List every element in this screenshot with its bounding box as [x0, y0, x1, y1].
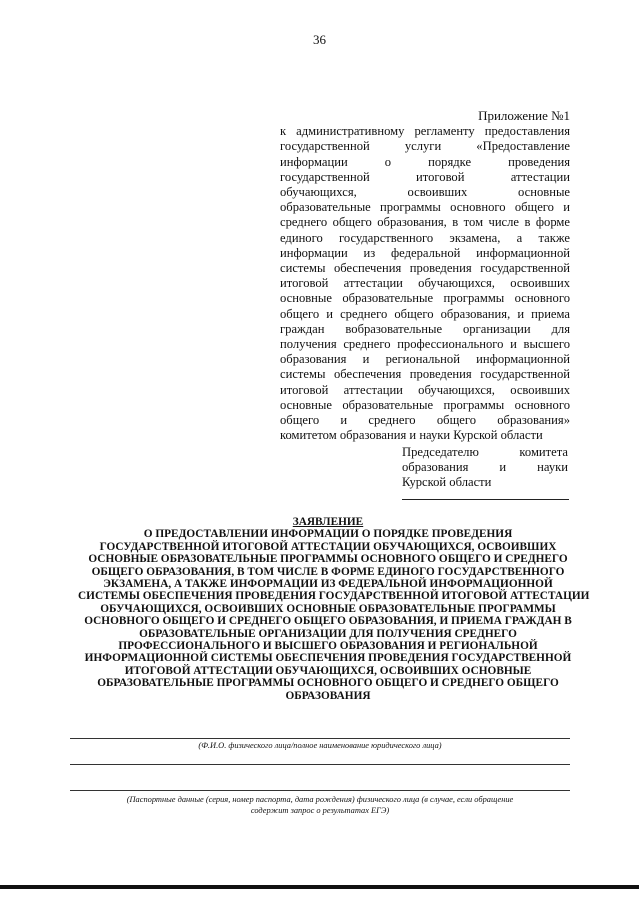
statement-line: ОБУЧАЮЩИХСЯ, ОСВОИВШИХ ОСНОВНЫЕ ОБРАЗОВАТЕЛЬНЫЕ ПРОГРАММЫ [100, 602, 556, 615]
addressee-signature-line [402, 499, 569, 500]
name-field-line[interactable] [70, 738, 570, 739]
passport-caption-line: (Паспортные данные (серия, номер паспорта, дата рождения) физического лица (в случае, если обращение [126, 795, 514, 804]
statement-line: ОБРАЗОВАНИЯ [285, 689, 371, 702]
page-number: 36 [313, 32, 326, 47]
appendix-line: итоговой аттестации обучающихся, освоивших [280, 382, 570, 397]
appendix-line: системы обеспечения проведения государственной [280, 367, 570, 382]
appendix-line: государственной услуги «Предоставление [280, 139, 570, 154]
statement-heading [78, 516, 590, 702]
statement-line: ОСНОВНЫЕ ОБРАЗОВАТЕЛЬНЫЕ ПРОГРАММЫ ОСНОВНОГО ОБЩЕГО И СРЕДНЕГО [88, 553, 568, 566]
appendix-line: получения среднего профессионального и высшего [280, 337, 570, 352]
passport-field-caption [70, 795, 570, 816]
page-bottom-edge [0, 885, 639, 889]
appendix-line: образовательные программы основного общего и [280, 200, 570, 215]
appendix-line: к административному регламенту предоставления [280, 124, 570, 139]
statement-title: ЗАЯВЛЕНИЕ [292, 516, 364, 528]
appendix-line: основные образовательные программы основного [280, 291, 570, 306]
statement-line: ОБРАЗОВАТЕЛЬНЫЕ ОРГАНИЗАЦИИ ДЛЯ ПОЛУЧЕНИЯ СРЕДНЕГО [139, 627, 517, 640]
statement-line: ЭКЗАМЕНА, А ТАКЖЕ ИНФОРМАЦИИ ИЗ ФЕДЕРАЛЬНОЙ ИНФОРМАЦИОННОЙ [103, 578, 553, 591]
appendix-line: среднего общего образования, в том числе в форме [280, 215, 570, 230]
statement-line: ИНФОРМАЦИОННОЙ СИСТЕМЫ ОБЕСПЕЧЕНИЯ ПРОВЕДЕНИЯ ГОСУДАРСТВЕННОЙ [84, 652, 572, 665]
appendix-block [280, 108, 570, 443]
appendix-line: итоговой аттестации обучающихся, освоивших [280, 276, 570, 291]
statement-line: О ПРЕДОСТАВЛЕНИИ ИНФОРМАЦИИ О ПОРЯДКЕ ПРОВЕДЕНИЯ [143, 528, 513, 541]
appendix-line: общего и среднего общего образования, и приема [280, 306, 570, 321]
passport-field-line[interactable] [70, 790, 570, 791]
appendix-line: общего и среднего общего образования» [280, 413, 570, 428]
appendix-title: Приложение №1 [478, 108, 570, 123]
statement-line: ГОСУДАРСТВЕННОЙ ИТОГОВОЙ АТТЕСТАЦИИ ОБУЧАЮЩИХСЯ, ОСВОИВШИХ [99, 540, 557, 553]
name-field-caption: (Ф.И.О. физического лица/полное наименование юридического лица) [198, 741, 442, 750]
statement-line: СИСТЕМЫ ОБЕСПЕЧЕНИЯ ПРОВЕДЕНИЯ ГОСУДАРСТВЕННОЙ ИТОГОВОЙ АТТЕСТАЦИИ [78, 590, 590, 603]
appendix-line: граждан вобразовательные организации для [280, 321, 570, 336]
appendix-line: единого государственного экзамена, а также [280, 230, 570, 245]
statement-line: ОБРАЗОВАТЕЛЬНЫЕ ПРОГРАММЫ ОСНОВНОГО ОБЩЕГО И СРЕДНЕГО ОБЩЕГО [97, 677, 559, 690]
statement-line: ОБЩЕГО ОБРАЗОВАНИЯ, В ТОМ ЧИСЛЕ В ФОРМЕ ЕДИНОГО ГОСУДАРСТВЕННОГО [91, 565, 565, 578]
appendix-line: государственной итоговой аттестации [280, 169, 570, 184]
statement-line: ПРОФЕССИОНАЛЬНОГО И ВЫСШЕГО ОБРАЗОВАНИЯ И РЕГИОНАЛЬНОЙ [118, 640, 538, 653]
appendix-line: образования и региональной информационной [280, 352, 570, 367]
appendix-line: системы обеспечения проведения государственной [280, 261, 570, 276]
appendix-line: информации о порядке проведения [280, 154, 570, 169]
appendix-line: основные образовательные программы основного [280, 397, 570, 412]
passport-caption-line: содержит запрос о результатах ЕГЭ) [250, 805, 390, 815]
addressee-line: образования и науки [402, 460, 568, 475]
name-field-line-2[interactable] [70, 764, 570, 765]
addressee-block [402, 445, 568, 491]
statement-line: ИТОГОВОЙ АТТЕСТАЦИИ ОБУЧАЮЩИХСЯ, ОСВОИВШИХ ОСНОВНЫЕ [124, 664, 532, 677]
addressee-line: Председателю комитета [402, 445, 568, 459]
appendix-last-line: комитетом образования и науки Курской области [280, 428, 543, 443]
statement-line: ОСНОВНОГО ОБЩЕГО И СРЕДНЕГО ОБЩЕГО ОБРАЗОВАНИЯ, И ПРИЕМА ГРАЖДАН В [84, 615, 572, 628]
appendix-line: информации из федеральной информационной [280, 245, 570, 260]
addressee-last-line: Курской области [402, 475, 492, 490]
appendix-line: обучающихся, освоивших основные [280, 185, 570, 200]
